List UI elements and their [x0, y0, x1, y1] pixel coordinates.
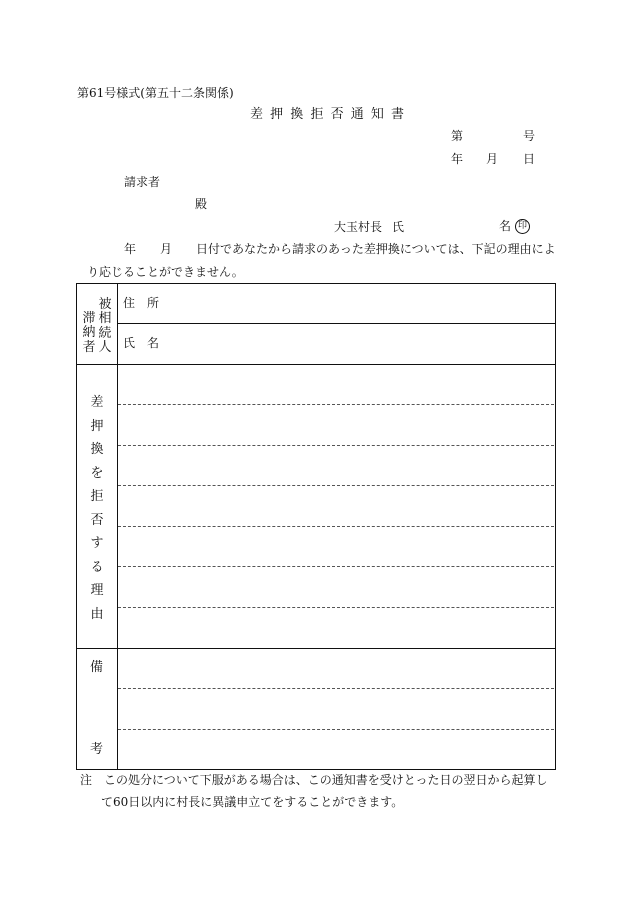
party-char: 被 — [98, 297, 112, 312]
reason-char: 押 — [90, 418, 104, 434]
recipient-label: 請求者 — [124, 175, 161, 189]
reason-char: す — [90, 536, 104, 551]
reason-char: を — [90, 465, 104, 481]
date-month: 月 — [486, 152, 499, 166]
sender-org: 大玉村長 — [334, 220, 383, 234]
reason-char: る — [90, 559, 104, 575]
body-line-1: 年 月 日付であなたから請求のあった差押換については、下記の理由によ — [124, 242, 556, 256]
name-label: 氏 名 — [123, 336, 160, 350]
date-day: 日 — [523, 152, 536, 166]
reason-char: 理 — [90, 583, 104, 598]
doc-number-prefix: 第 — [451, 129, 464, 143]
sender-shi: 氏 — [392, 220, 405, 234]
sender-mei-block — [499, 219, 530, 234]
party-char: 者 — [82, 339, 96, 355]
page-title: 差押換拒否通知書 — [250, 107, 412, 122]
recipient-honorific: 殿 — [195, 197, 208, 211]
party-char: 納 — [82, 325, 96, 341]
date-year: 年 — [451, 152, 464, 166]
decedent-label — [98, 298, 112, 355]
address-label: 住 所 — [123, 296, 160, 310]
seal-icon: 印 — [515, 219, 530, 234]
party-char: 続 — [98, 325, 112, 341]
reason-char: 否 — [90, 512, 104, 528]
reason-char: 換 — [90, 442, 104, 457]
reason-char: 差 — [90, 395, 104, 410]
reason-label — [89, 391, 105, 626]
party-char: 滞 — [82, 311, 96, 326]
note-line-1: 注 この処分について下服がある場合は、この通知書を受けとった日の翌日から起算し — [80, 773, 548, 787]
doc-number-suffix: 号 — [523, 129, 536, 143]
body-line-2: り応じることができません。 — [87, 265, 244, 279]
delinquent-taxpayer-label — [82, 312, 96, 355]
remarks-label-top: 備 — [90, 660, 104, 675]
sender-mei: 名 — [499, 219, 512, 233]
remarks-label-bottom: 考 — [90, 742, 104, 757]
note-line-2: て60日以内に村長に異議申立てをすることができます。 — [101, 795, 404, 809]
reason-char: 由 — [90, 606, 104, 622]
form-label: 第61号様式(第五十二条関係) — [77, 86, 234, 100]
party-char: 人 — [98, 339, 112, 355]
party-char: 相 — [98, 311, 112, 327]
reason-char: 拒 — [90, 489, 104, 504]
